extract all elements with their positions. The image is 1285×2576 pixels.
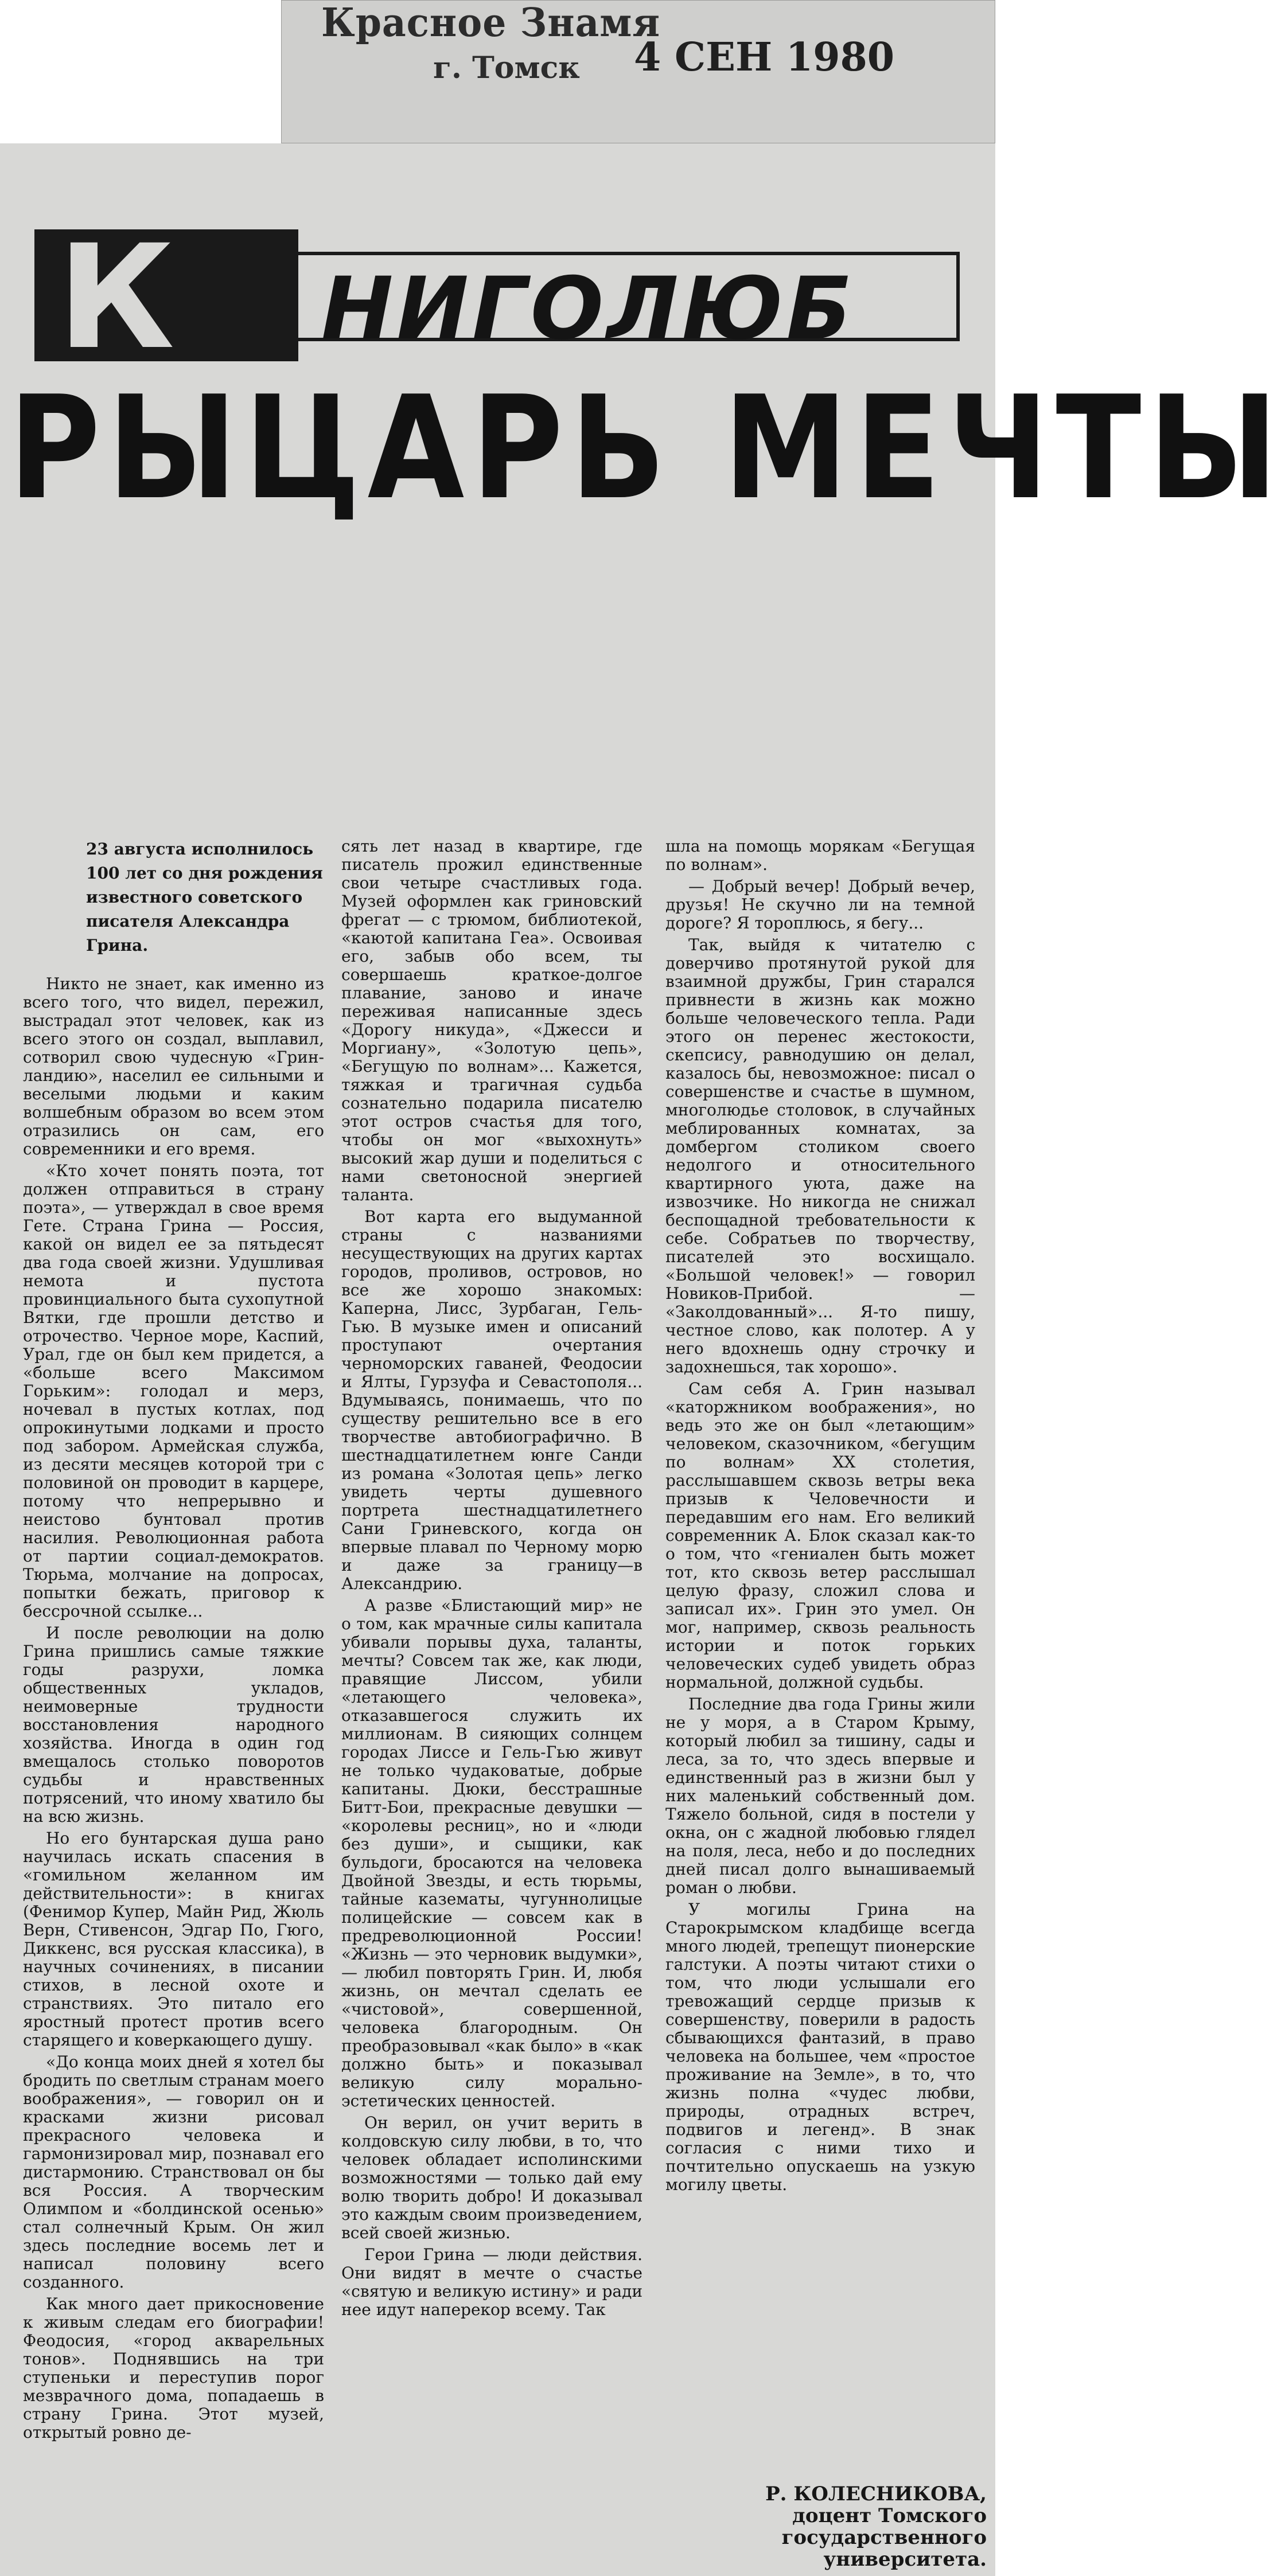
newspaper-name: Красное Знамя <box>321 0 661 46</box>
paragraph: Никто не знает, как именно из всего того, что видел, пережил, выстрадал этот человек, как из всего этого он создал, выплавил, сотворил свою чудесную «Грин-ландию», населил ее сильными и веселыми людьми и каким волшебным образом во всем этом отразились он сам, его современники и его время. <box>23 974 324 1158</box>
author-title: доцент Томского государственного университета. <box>781 2504 987 2571</box>
article-signature <box>688 2483 987 2570</box>
paragraph: сять лет назад в квартире, где писатель прожил единственные свои четыре счастливых года. Музей оформлен как гриновский фрегат — с трюмом, библиотекой, «каютой капитана Геа». Освоивая его, забыв обо всем, ты совершаешь краткое-долгое плавание, заново и иначе переживая написанные здесь «Дорогу никуда», «Джесси и Моргиану», «Золотую цепь», «Бегущую по волнам»... Кажется, тяжкая и трагичная судьба сознательно подарила писателю этот остров счастья для того, чтобы он мог «выхохнуть» высокий жар души и поделиться с нами светоносной энергией таланта. <box>341 837 642 1204</box>
author-name: Р. КОЛЕСНИКОВА, <box>765 2483 987 2505</box>
paragraph: Сам себя А. Грин называл «каторжником воображения», но ведь это же он был «летающим» человеком, сказочником, «бегущим по волнам» XX столетия, расслышавшем сквозь ветры века призыв к Человечности и передавшим его нам. Его великий современник А. Блок сказал как-то о том, что «гениален быть может тот, кто сквозь ветер расслышал целую фразу, сложил слова и записал их». Грин это умел. Он мог, например, сквозь реальность истории и поток горьких человеческих судеб увидеть образ нормальной, должной судьбы. <box>665 1379 975 1692</box>
article-lead: 23 августа исполнилось 100 лет со дня рождения известного советского писателя Александра Грина. <box>86 840 323 955</box>
article-column-3 <box>665 837 975 2198</box>
paragraph: Как много дает прикосновение к живым следам его биографии! Феодосия, «город акварельных тонов». Поднявшись на три ступеньки и переступив порог мезврачного дома, попадаешь в страну Грина. Этот музей, открытый ровно де- <box>23 2294 324 2442</box>
article-column-2 <box>341 837 642 2323</box>
paragraph: И после революции на долю Грина пришлись самые тяжкие годы разрухи, ломка общественных укладов, неимоверные трудности восстановления народного хозяйства. Иногда в один год вмещалось столько поворотов судьбы и нравственных потрясений, что иному хватило бы на всю жизнь. <box>23 1623 324 1826</box>
paragraph: У могилы Грина на Старокрымском кладбище всегда много людей, трепещут пионерские галстуки. А поэты читают стихи о том, что люди услышали его тревожащий сердце призыв к совершенству, поверили в радость сбывающихся фантазий, в право человека на большее, чем «простое проживание на Земле», в то, что жизнь полна «чудес любви, природы, отрадных встреч, подвигов и легенд». В знак согласия с ними тихо и почтительно опускаешь на узкую могилу цветы. <box>665 1900 975 2194</box>
newspaper-page <box>0 143 1285 2576</box>
rubric-word: НИГОЛЮБ <box>321 259 856 359</box>
paragraph: Герои Грина — люди действия. Они видят в мечте о счастье «святую и великую истину» и ради нее идут наперекор всему. Так <box>341 2245 642 2319</box>
paragraph: Он верил, он учит верить в колдовскую силу любви, в то, что человек обладает исполинскими возможностями — только дай ему волю творить добро! И доказывал это каждым своим произведением, всей своей жизнью. <box>341 2113 642 2242</box>
paragraph: — Добрый вечер! Добрый вечер, друзья! Не скучно ли на темной дороге? Я тороплюсь, я бегу... <box>665 877 975 932</box>
paragraph: Вот карта его выдуманной страны с названиями несуществующих на других картах городов, проливов, островов, но все же хорошо знакомых: Каперна, Лисс, Зурбаган, Гель-Гью. В музыке имен и описаний проступают очертания черноморских гаваней, Феодосии и Ялты, Гурзуфа и Севастополя... Вдумываясь, понимаешь, что по существу решительно все в его творчестве автобиографично. В шестнадцатилетнем юнге Санди из романа «Золотая цепь» легко увидеть черты душевного портрета шестнадцатилетнего Сани Гриневского, когда он впервые плавал по Черному морю и даже за границу—в Александрию. <box>341 1207 642 1593</box>
paragraph: шла на помощь морякам «Бегущая по волнам». <box>665 837 975 874</box>
paragraph: А разве «Блистающий мир» не о том, как мрачные силы капитала убивали порывы духа, таланты, мечты? Совсем так же, как люди, правящие Лиссом, убили «летающего человека», отказавшегося служить их миллионам. В сияющих солнцем городах Лиссе и Гель-Гью живут не только чудаковатые, добрые капитаны. Дюки, бесстрашные Битт-Бои, прекрасные девушки — «королевы ресниц», но и «люди без души», и сыщики, как бульдоги, бросаются на человека Двойной Звезды, и есть тюрьмы, тайные казематы, чугуннолицые полицейские — совсем как в предреволюционной России! «Жизнь — это черновик выдумки», — любил повторять Грин. И, любя жизнь, он мечтал сделать ее «чистовой», совершенной, человека благородным. Он преобразовывал «как было» в «как должно быть» и показывал великую силу морально-эстетических ценностей. <box>341 1596 642 2110</box>
paragraph: Так, выйдя к читателю с доверчиво протянутой рукой для взаимной дружбы, Грин старался привнести в жизнь как можно больше человеческого тепла. Ради этого он перенес жестокости, скепсису, равнодушию он делал, казалось бы, невозможное: писал о совершенстве и счастье в шумном, многолюдье столовок, в случайных меблированных комнатах, за домбергом столиком своего недолгого и относительного квартирного уюта, даже на извозчике. Но никогда не снижал беспощадной требовательности к себе. Собратьев по творчеству, писателей это восхищало. «Большой человек!» — говорил Новиков-Прибой. — «Заколдованный»... Я-то пишу, честное слово, как полотер. А у него вдохнешь одну строчку и задохнешься, так хорошо». <box>665 935 975 1376</box>
paragraph: Но его бунтарская душа рано научилась искать спасения в «гомильном желанном им действительности»: в книгах (Фенимор Купер, Майн Рид, Жюль Верн, Стивенсон, Эдгар По, Гюго, Диккенс, вся русская классика), в научных сочинениях, в писании стихов, в лесной охоте и странствиях. Это питало его яростный протест против всего старящего и коверкающего душу. <box>23 1829 324 2050</box>
article-column-1 <box>23 837 324 2445</box>
paragraph: «До конца моих дней я хотел бы бродить по светлым странам моего воображения», — говорил он и красками жизни рисовал прекрасного человека и гармонизировал мир, познавал его дистармонию. Странствовал он бы вся Россия. А творческим Олимпом и «болдинской осенью» стал солнечный Крым. Он жил здесь последние восемь лет и написал половину всего созданного. <box>23 2052 324 2292</box>
rubric-knigolyub-logo <box>34 214 958 381</box>
article-headline: РЫЦАРЬ МЕЧТЫ <box>9 366 1285 531</box>
newspaper-city: г. Томск <box>433 50 580 85</box>
paragraph: Последние два года Грины жили не у моря, а в Старом Крыму, который любил за тишину, сады и леса, за то, что здесь впервые и единственный раз в жизни был у них маленький собственный дом. Тяжело больной, сидя в постели у окна, он с жадной любовью глядел на поля, леса, небо и до последних дней писал долго вынашиваемый роман о любви. <box>665 1695 975 1897</box>
rubric-letter: К <box>57 214 175 381</box>
clipping-date: 4 СЕН 1980 <box>634 34 895 80</box>
paragraph: «Кто хочет понять поэта, тот должен отправиться в страну поэта», — утверждал в свое время Гете. Страна Грина — Россия, какой он видел ее за пятьдесят два года своей жизни. Удушливая немота и пустота провинциального быта сухопутной Вятки, где прошли детство и отрочество. Черное море, Каспий, Урал, где он был кем придется, а «больше всего Максимом Горьким»: голодал и мерз, ночевал в пустых котлах, под опрокинутыми лодками и просто под забором. Армейская служба, из десяти месяцев которой три с половиной он проводит в карцере, потому что непрерывно и неистово бунтовал против насилия. Революционная работа от партии социал-демократов. Тюрьма, молчание на допросах, попытки бежать, приговор к бессрочной ссылке... <box>23 1161 324 1621</box>
